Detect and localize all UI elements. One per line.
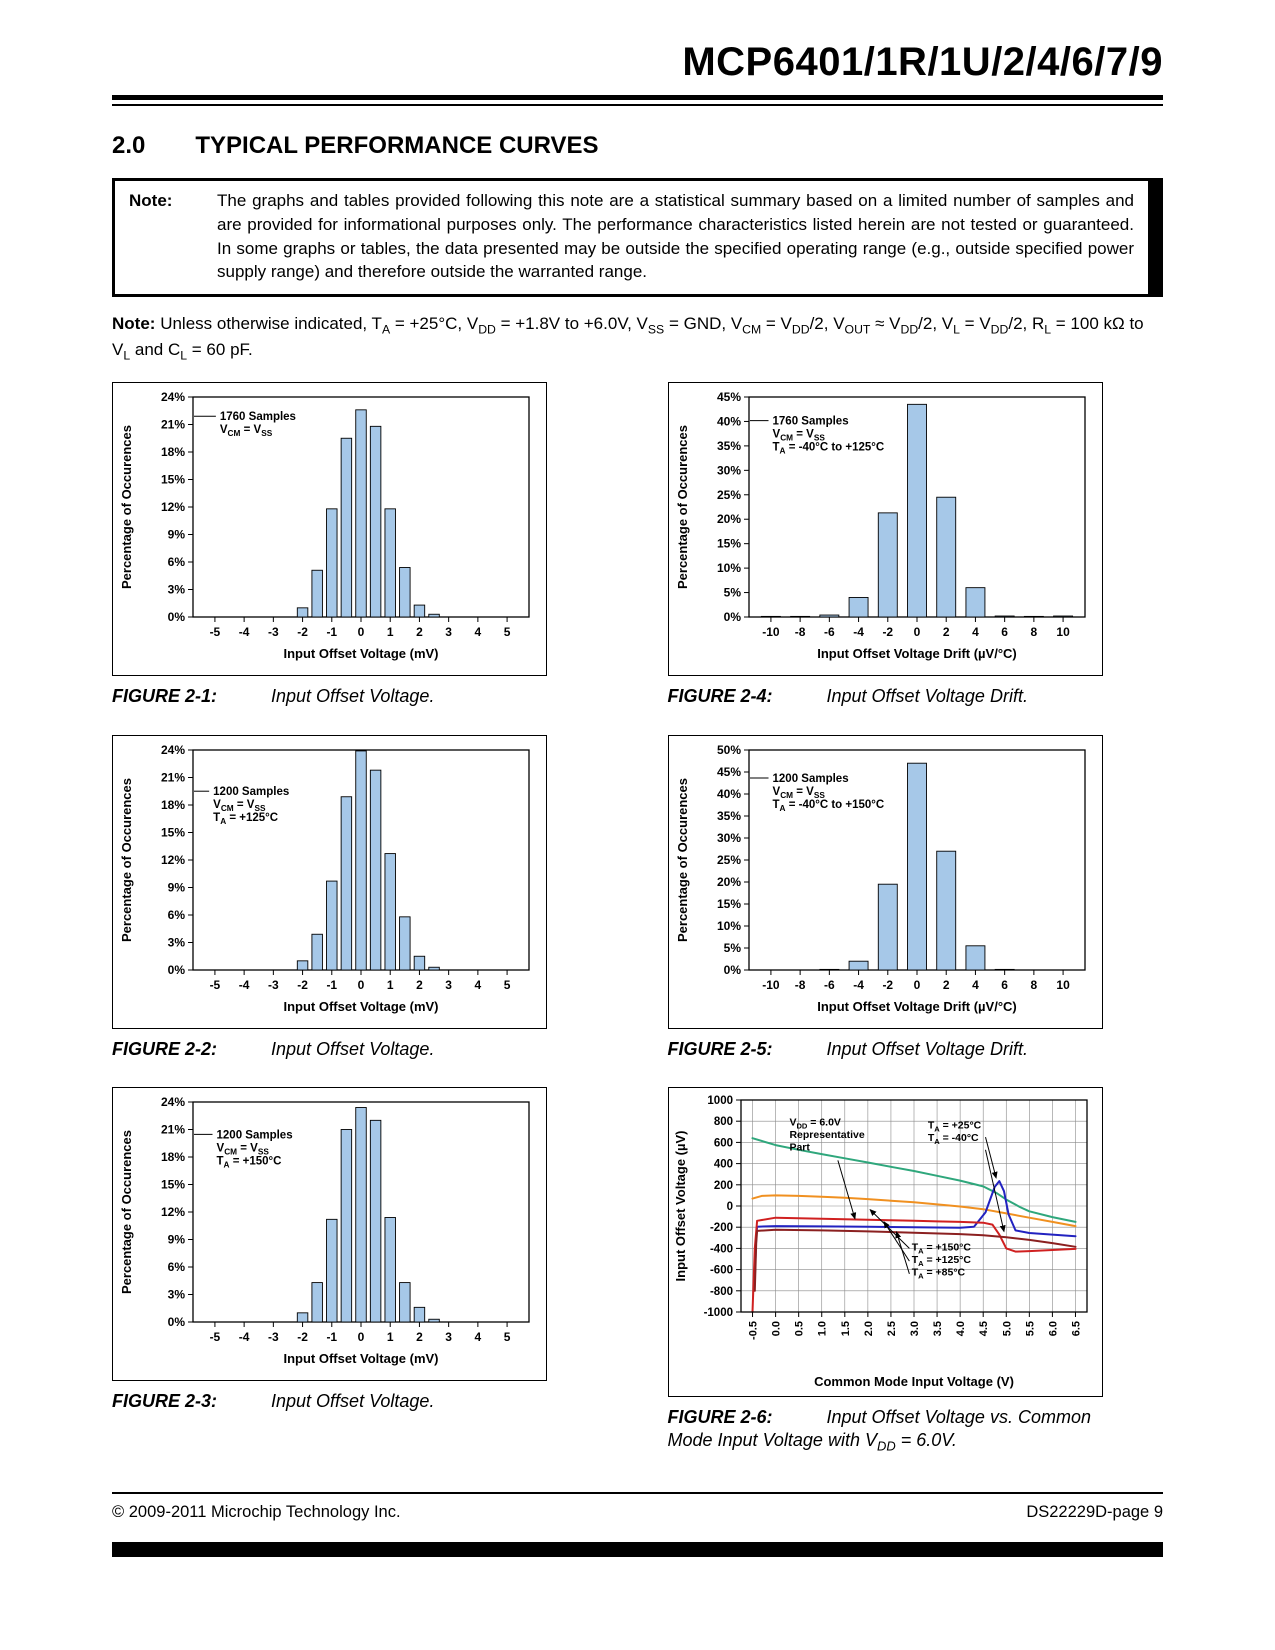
figure-2-5-label: FIGURE 2-5:: [667, 1038, 773, 1059]
svg-text:2: 2: [942, 625, 950, 640]
svg-text:4: 4: [971, 977, 979, 992]
figure-2-1-caption-text: Input Offset Voltage.: [271, 686, 435, 707]
svg-text:25%: 25%: [716, 852, 741, 867]
svg-text:4.5: 4.5: [977, 1320, 990, 1337]
svg-text:-1: -1: [326, 1329, 338, 1344]
svg-text:5: 5: [503, 1329, 511, 1344]
svg-text:-6: -6: [823, 977, 835, 992]
svg-text:50%: 50%: [716, 742, 741, 757]
svg-text:40%: 40%: [716, 414, 741, 429]
page-header: [112, 40, 1163, 106]
svg-text:-2: -2: [881, 625, 893, 640]
svg-text:VCM = VSS: $V_{CM} = V_{SS}$: [213, 798, 266, 813]
svg-text:2: 2: [942, 977, 950, 992]
svg-text:1.0: 1.0: [816, 1320, 829, 1337]
svg-text:-4: -4: [238, 977, 250, 992]
conditions-text: Unless otherwise indicated, $T_A = +25^\circ C$, $V_{DD} = +1.8V$ to +6.0V, $V_{SS}$ = GND, $V_{CM} = V_{DD}/2$, $V_{OUT} \approx V_{DD}/2$, $V_L = V_{DD}/2$, $R_L = 100$ kΩ to $V_L$ and $C_L = 60$ pF.: [112, 314, 1144, 363]
svg-text:-200: -200: [709, 1222, 733, 1235]
svg-text:TA = +25°C: $T_A = +25^\circ C$: [927, 1119, 981, 1134]
svg-text:Input Offset Voltage (µV): Input Offset Voltage (µV): [672, 1130, 688, 1282]
svg-text:-5: -5: [209, 1329, 221, 1344]
figure-2-1-label: FIGURE 2-1:: [112, 686, 218, 707]
svg-text:35%: 35%: [716, 808, 741, 823]
svg-text:Percentage of Occurences: Percentage of Occurences: [119, 777, 134, 942]
svg-text:0%: 0%: [723, 610, 741, 625]
svg-text:0: 0: [357, 977, 365, 992]
svg-text:Common Mode Input Voltage (V): Common Mode Input Voltage (V): [813, 1373, 1014, 1389]
header-rule: [112, 95, 1163, 106]
figure-2-3-chart: [113, 1088, 545, 1380]
svg-text:4: 4: [474, 625, 482, 640]
svg-text:1760 Samples: 1760 Samples: [219, 411, 296, 424]
svg-text:-800: -800: [709, 1285, 733, 1298]
note-box-text: The graphs and tables provided following this note are a statistical summary based on a limited number of samples and are provided for informational purposes only. The performance characteristics listed herein are not tested or guaranteed. In some graphs or tables, the data presented may be outside the specified operating range (e.g., outside specified power supply range) and therefore outside the warranted range.: [217, 191, 1134, 282]
svg-text:400: 400: [713, 1158, 733, 1171]
figure-2-3-label: FIGURE 2-3:: [112, 1390, 218, 1411]
svg-text:-1: -1: [326, 625, 338, 640]
svg-text:-4: -4: [852, 977, 864, 992]
svg-text:9%: 9%: [167, 1232, 185, 1247]
svg-text:21%: 21%: [160, 417, 185, 432]
svg-text:40%: 40%: [716, 786, 741, 801]
svg-text:VCM = VSS: $V_{CM} = V_{SS}$: [216, 1142, 269, 1157]
svg-text:8: 8: [1030, 977, 1037, 992]
svg-text:-4: -4: [238, 625, 250, 640]
svg-text:-10: -10: [761, 625, 780, 640]
note-box: [112, 178, 1163, 297]
svg-text:15%: 15%: [160, 825, 185, 840]
svg-text:9%: 9%: [167, 880, 185, 895]
svg-text:20%: 20%: [716, 874, 741, 889]
svg-text:-3: -3: [268, 977, 279, 992]
svg-text:30%: 30%: [716, 830, 741, 845]
svg-text:TA = +125°C: $T_A = +125^\circ C$: [213, 811, 279, 826]
conditions-note: [112, 311, 1163, 362]
svg-text:45%: 45%: [716, 764, 741, 779]
svg-text:VCM = VSS: $V_{CM} = V_{SS}$: [772, 428, 825, 443]
note-box-label: Note:: [129, 191, 173, 210]
figure-2-5-frame: [668, 735, 1103, 1029]
svg-text:21%: 21%: [160, 770, 185, 785]
svg-text:-5: -5: [209, 977, 221, 992]
svg-text:0%: 0%: [167, 1314, 185, 1329]
svg-text:12%: 12%: [160, 852, 185, 867]
svg-text:200: 200: [713, 1179, 733, 1192]
charts-grid: [112, 382, 1163, 1453]
svg-text:3%: 3%: [167, 1287, 185, 1302]
svg-text:0.0: 0.0: [770, 1320, 783, 1337]
svg-text:VCM = VSS: $V_{CM} = V_{SS}$: [219, 424, 273, 439]
svg-text:6%: 6%: [167, 907, 185, 922]
svg-text:-2: -2: [297, 1329, 308, 1344]
svg-text:2: 2: [416, 977, 423, 992]
svg-text:4: 4: [971, 625, 979, 640]
svg-text:Percentage of Occurences: Percentage of Occurences: [119, 425, 134, 590]
svg-text:18%: 18%: [160, 1149, 185, 1164]
svg-text:21%: 21%: [160, 1122, 185, 1137]
figure-2-2-chart: [113, 736, 545, 1028]
svg-text:0%: 0%: [723, 962, 741, 977]
svg-text:0: 0: [726, 1200, 733, 1213]
figure-2-6-frame: [668, 1087, 1103, 1397]
svg-text:0%: 0%: [167, 610, 185, 625]
svg-text:Input Offset Voltage (mV): Input Offset Voltage (mV): [283, 1350, 439, 1366]
svg-text:5.5: 5.5: [1023, 1320, 1036, 1337]
svg-text:6.5: 6.5: [1069, 1320, 1082, 1337]
figure-2-1-frame: [112, 382, 547, 676]
svg-text:18%: 18%: [160, 797, 185, 812]
figure-2-6-chart: [669, 1088, 1101, 1396]
svg-text:2: 2: [416, 1329, 423, 1344]
svg-text:6: 6: [1000, 625, 1008, 640]
svg-text:Input Offset Voltage Drift (µV: Input Offset Voltage Drift (µV/°C): [816, 646, 1017, 662]
figure-2-4: [668, 382, 1103, 708]
svg-text:18%: 18%: [160, 445, 185, 460]
svg-text:TA = -40°C: $T_A = -40^\circ C$: [927, 1132, 979, 1147]
svg-text:-4: -4: [238, 1329, 250, 1344]
svg-text:45%: 45%: [716, 390, 741, 405]
svg-text:Input Offset Voltage (mV): Input Offset Voltage (mV): [283, 646, 439, 662]
figure-2-2: [112, 735, 547, 1061]
svg-text:3.0: 3.0: [908, 1320, 921, 1337]
figure-2-6-caption-text: Input Offset Voltage vs. Common Mode Input Voltage with $V_{DD} = 6.0V$.: [667, 1406, 1091, 1454]
figure-2-4-chart: [669, 383, 1101, 675]
svg-text:15%: 15%: [716, 536, 741, 551]
svg-text:Percentage of Occurences: Percentage of Occurences: [674, 425, 690, 590]
svg-text:20%: 20%: [716, 512, 741, 527]
figure-2-3-frame: [112, 1087, 547, 1381]
figure-2-6-label: FIGURE 2-6:: [667, 1406, 773, 1427]
svg-text:-400: -400: [709, 1243, 733, 1256]
svg-text:3%: 3%: [167, 582, 185, 597]
svg-text:6: 6: [1000, 977, 1008, 992]
svg-text:1760 Samples: 1760 Samples: [772, 415, 849, 428]
svg-text:15%: 15%: [160, 1177, 185, 1192]
svg-text:VDD = 6.0V: $V_{DD} = 6.0V$: [788, 1116, 841, 1131]
svg-text:24%: 24%: [160, 390, 185, 405]
svg-text:1200 Samples: 1200 Samples: [216, 1129, 293, 1142]
figure-2-6: [668, 1087, 1103, 1453]
figure-2-3: [112, 1087, 547, 1453]
svg-text:2: 2: [416, 625, 423, 640]
figure-2-4-label: FIGURE 2-4:: [667, 686, 773, 707]
figure-2-5: [668, 735, 1103, 1061]
figure-2-2-caption-text: Input Offset Voltage.: [271, 1038, 435, 1059]
svg-text:5%: 5%: [723, 940, 741, 955]
svg-text:15%: 15%: [160, 472, 185, 487]
svg-text:-8: -8: [794, 977, 805, 992]
svg-text:TA = -40°C to +150°C: $T_A = -40^\circ C$ to +150°C: [772, 798, 884, 813]
section-number: 2.0: [112, 132, 146, 159]
figure-2-2-label: FIGURE 2-2:: [112, 1038, 218, 1059]
svg-text:-3: -3: [268, 1329, 279, 1344]
figure-2-4-caption: [668, 685, 1103, 708]
figure-2-6-caption: [668, 1406, 1103, 1453]
svg-text:5.0: 5.0: [1000, 1320, 1013, 1337]
svg-text:600: 600: [713, 1137, 733, 1150]
svg-text:Percentage of Occurences: Percentage of Occurences: [119, 1129, 134, 1294]
svg-text:0: 0: [913, 625, 920, 640]
svg-text:2.0: 2.0: [862, 1320, 875, 1337]
svg-text:12%: 12%: [160, 500, 185, 515]
svg-text:Input Offset Voltage (mV): Input Offset Voltage (mV): [283, 998, 439, 1014]
svg-text:10%: 10%: [716, 561, 741, 576]
figure-2-1-chart: [113, 383, 545, 675]
svg-text:24%: 24%: [160, 742, 185, 757]
svg-text:3: 3: [445, 1329, 452, 1344]
section-title: TYPICAL PERFORMANCE CURVES: [195, 132, 599, 159]
svg-text:-5: -5: [209, 625, 221, 640]
svg-text:0: 0: [913, 977, 920, 992]
figure-2-2-caption: [112, 1038, 547, 1061]
svg-text:9%: 9%: [167, 527, 185, 542]
svg-text:1: 1: [386, 1329, 394, 1344]
svg-text:-2: -2: [297, 977, 308, 992]
figure-2-3-caption: [112, 1390, 547, 1413]
svg-text:-6: -6: [823, 625, 835, 640]
svg-text:-8: -8: [794, 625, 805, 640]
figure-2-5-chart: [669, 736, 1101, 1028]
svg-text:10: 10: [1055, 625, 1070, 640]
svg-text:-1000: -1000: [703, 1306, 733, 1319]
svg-text:10: 10: [1055, 977, 1070, 992]
footer-bar: [112, 1542, 1163, 1557]
svg-text:2.5: 2.5: [885, 1320, 898, 1337]
svg-text:-4: -4: [852, 625, 864, 640]
svg-text:1: 1: [386, 625, 394, 640]
svg-text:Input Offset Voltage Drift (µV: Input Offset Voltage Drift (µV/°C): [816, 998, 1017, 1014]
svg-text:25%: 25%: [716, 487, 741, 502]
figure-2-4-frame: [668, 382, 1103, 676]
figure-2-1: [112, 382, 547, 708]
svg-text:1200 Samples: 1200 Samples: [213, 785, 290, 798]
conditions-label: Note:: [112, 314, 156, 334]
svg-text:-600: -600: [709, 1264, 733, 1277]
svg-text:1200 Samples: 1200 Samples: [772, 772, 849, 785]
svg-text:Percentage of Occurences: Percentage of Occurences: [674, 777, 690, 942]
section-heading: [112, 132, 1163, 160]
svg-text:TA = +85°C: $T_A = +85^\circ C$: [911, 1266, 965, 1281]
page-number: DS22229D-page 9: [1026, 1503, 1163, 1521]
svg-text:TA = +150°C: $T_A = +150^\circ C$: [911, 1241, 971, 1256]
svg-text:8: 8: [1030, 625, 1037, 640]
svg-text:0: 0: [357, 1329, 365, 1344]
svg-text:-3: -3: [268, 625, 279, 640]
svg-text:1.5: 1.5: [839, 1320, 852, 1337]
svg-text:0: 0: [357, 625, 365, 640]
svg-text:3: 3: [445, 625, 452, 640]
figure-2-5-caption-text: Input Offset Voltage Drift.: [826, 1038, 1028, 1059]
svg-text:6%: 6%: [167, 1259, 185, 1274]
svg-text:1000: 1000: [706, 1094, 733, 1107]
svg-text:4: 4: [474, 1329, 482, 1344]
svg-text:800: 800: [713, 1116, 733, 1129]
svg-text:Representative: Representative: [788, 1128, 865, 1141]
copyright-text: © 2009-2011 Microchip Technology Inc.: [112, 1503, 401, 1521]
svg-text:3%: 3%: [167, 935, 185, 950]
page-footer: [112, 1492, 1163, 1557]
page-title: MCP6401/1R/1U/2/4/6/7/9: [682, 40, 1163, 84]
svg-text:6.0: 6.0: [1046, 1320, 1059, 1337]
figure-2-4-caption-text: Input Offset Voltage Drift.: [826, 686, 1028, 707]
svg-text:-1: -1: [326, 977, 338, 992]
svg-text:TA = -40°C to +125°C: $T_A = -40^\circ C$ to +125°C: [772, 441, 884, 456]
svg-text:TA = +125°C: $T_A = +125^\circ C$: [911, 1253, 971, 1268]
svg-text:1: 1: [386, 977, 394, 992]
svg-text:24%: 24%: [160, 1094, 185, 1109]
svg-text:5: 5: [503, 625, 511, 640]
footer-row: [112, 1494, 1163, 1522]
figure-2-3-caption-text: Input Offset Voltage.: [271, 1390, 435, 1411]
svg-text:VCM = VSS: $V_{CM} = V_{SS}$: [772, 785, 825, 800]
svg-text:35%: 35%: [716, 439, 741, 454]
svg-text:4.0: 4.0: [954, 1320, 967, 1337]
svg-text:30%: 30%: [716, 463, 741, 478]
svg-text:5: 5: [503, 977, 511, 992]
svg-text:5%: 5%: [723, 585, 741, 600]
svg-text:-10: -10: [761, 977, 780, 992]
svg-text:12%: 12%: [160, 1204, 185, 1219]
svg-text:-2: -2: [297, 625, 308, 640]
figure-2-2-frame: [112, 735, 547, 1029]
svg-text:4: 4: [474, 977, 482, 992]
figure-2-5-caption: [668, 1038, 1103, 1061]
svg-text:15%: 15%: [716, 896, 741, 911]
svg-text:6%: 6%: [167, 555, 185, 570]
svg-text:3: 3: [445, 977, 452, 992]
svg-text:10%: 10%: [716, 918, 741, 933]
svg-text:Part: Part: [788, 1141, 810, 1154]
svg-text:-2: -2: [881, 977, 893, 992]
svg-text:0.5: 0.5: [793, 1320, 806, 1337]
svg-text:TA = +150°C: $T_A = +150^\circ C$: [216, 1155, 282, 1170]
svg-text:3.5: 3.5: [931, 1320, 944, 1337]
svg-text:0%: 0%: [167, 962, 185, 977]
svg-text:-0.5: -0.5: [747, 1320, 760, 1340]
figure-2-1-caption: [112, 685, 547, 708]
